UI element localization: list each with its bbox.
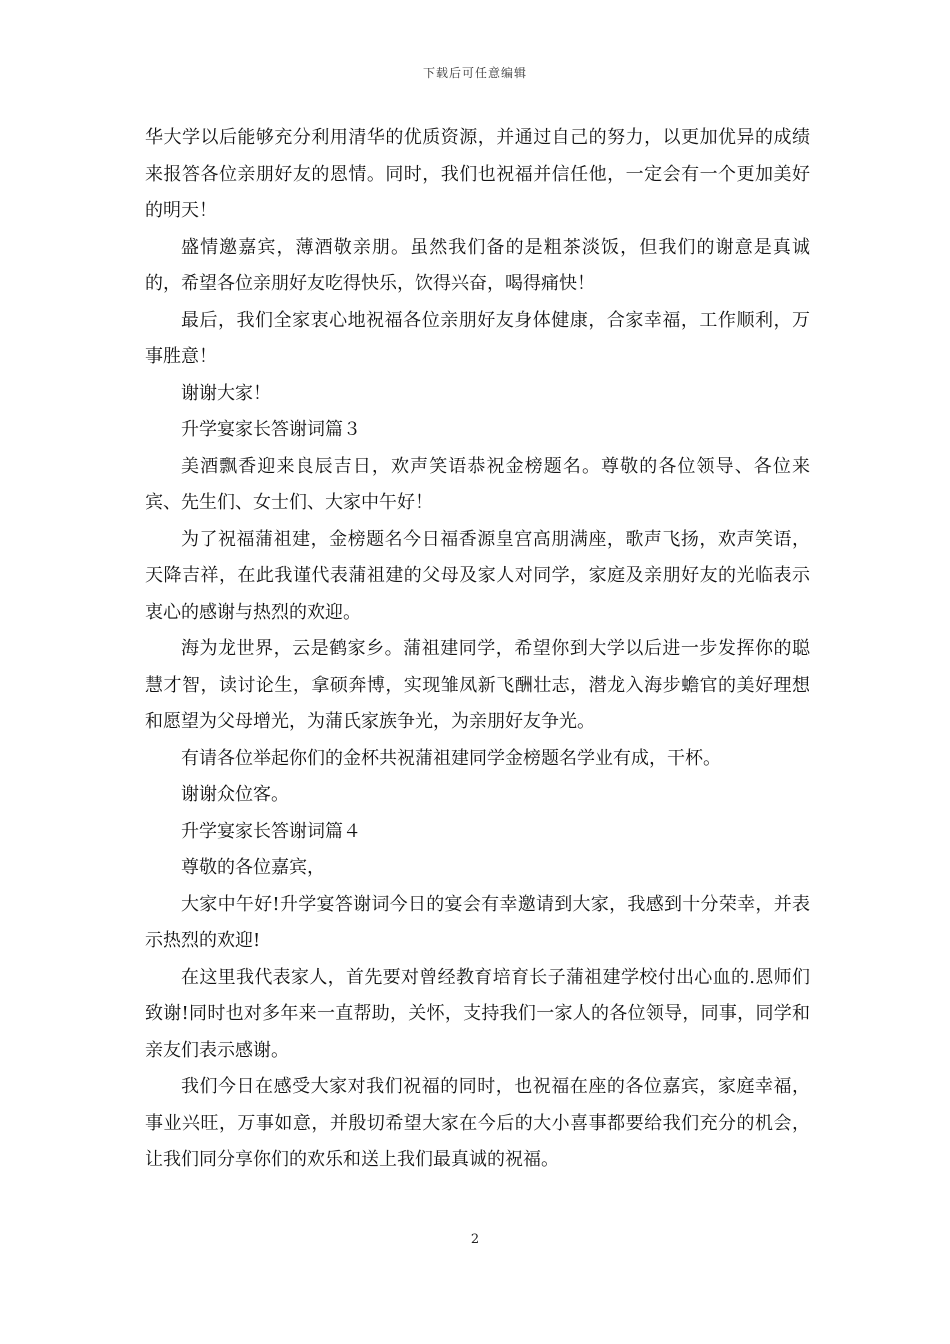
paragraph: 最后，我们全家衷心地祝福各位亲朋好友身体健康，合家幸福，工作顺利，万事胜意！ [145, 309, 810, 367]
section-heading: 升学宴家长答谢词篇３ [181, 419, 361, 440]
paragraph: 在这里我代表家人，首先要对曾经教育培育长子蒲祖建学校付出心血的.恩师们致谢!同时也对多年来一直帮助，关怀，支持我们一家人的各位领导，同事，同学和亲友们表示感谢。 [145, 966, 810, 1061]
paragraph: 谢谢大家！ [181, 382, 271, 404]
paragraph: 美酒飘香迎来良辰吉日，欢声笑语恭祝金榜题名。尊敬的各位领导、各位来宾、先生们、女士们、大家中午好！ [145, 455, 810, 513]
paragraph: 为了祝福蒲祖建，金榜题名今日福香源皇宫高朋满座，歌声飞扬，欢声笑语，天降吉祥，在此我谨代表蒲祖建的父母及家人对同学，家庭及亲朋好友的光临表示衷心的感谢与热烈的欢迎。 [145, 528, 810, 623]
document-body [145, 120, 810, 1179]
paragraph: 海为龙世界，云是鹤家乡。蒲祖建同学，希望你到大学以后进一步发挥你的聪慧才智，读讨论生，拿硕奔博，实现雏凤新飞酬壮志，潜龙入海步蟾官的美好理想和愿望为父母增光，为蒲氏家族争光，为亲朋好友争光。 [145, 638, 810, 732]
paragraph: 大家中午好!升学宴答谢词今日的宴会有幸邀请到大家，我感到十分荣幸，并表示热烈的欢迎! [145, 893, 810, 951]
paragraph: 盛情邀嘉宾，薄酒敬亲朋。虽然我们备的是粗茶淡饭，但我们的谢意是真诚的，希望各位亲朋好友吃得快乐，饮得兴奋，喝得痛快！ [145, 236, 810, 294]
paragraph: 有请各位举起你们的金杯共祝蒲祖建同学金榜题名学业有成，干杯。 [181, 747, 721, 769]
paragraph: 华大学以后能够充分利用清华的优质资源，并通过自己的努力，以更加优异的成绩来报答各位亲朋好友的恩情。同时，我们也祝福并信任他，一定会有一个更加美好的明天！ [145, 127, 810, 221]
section-heading: 升学宴家长答谢词篇４ [181, 820, 361, 842]
page-header: 下载后可任意编辑 [422, 66, 527, 80]
paragraph: 我们今日在感受大家对我们祝福的同时，也祝福在座的各位嘉宾，家庭幸福，事业兴旺，万事如意，并殷切希望大家在今后的大小喜事都要给我们充分的机会，让我们同分享你们的欢乐和送上我们最真诚的祝福。 [145, 1076, 810, 1170]
paragraph: 尊敬的各位嘉宾， [181, 857, 325, 878]
page-number: 2 [470, 1232, 480, 1247]
paragraph: 谢谢众位客。 [181, 784, 289, 805]
